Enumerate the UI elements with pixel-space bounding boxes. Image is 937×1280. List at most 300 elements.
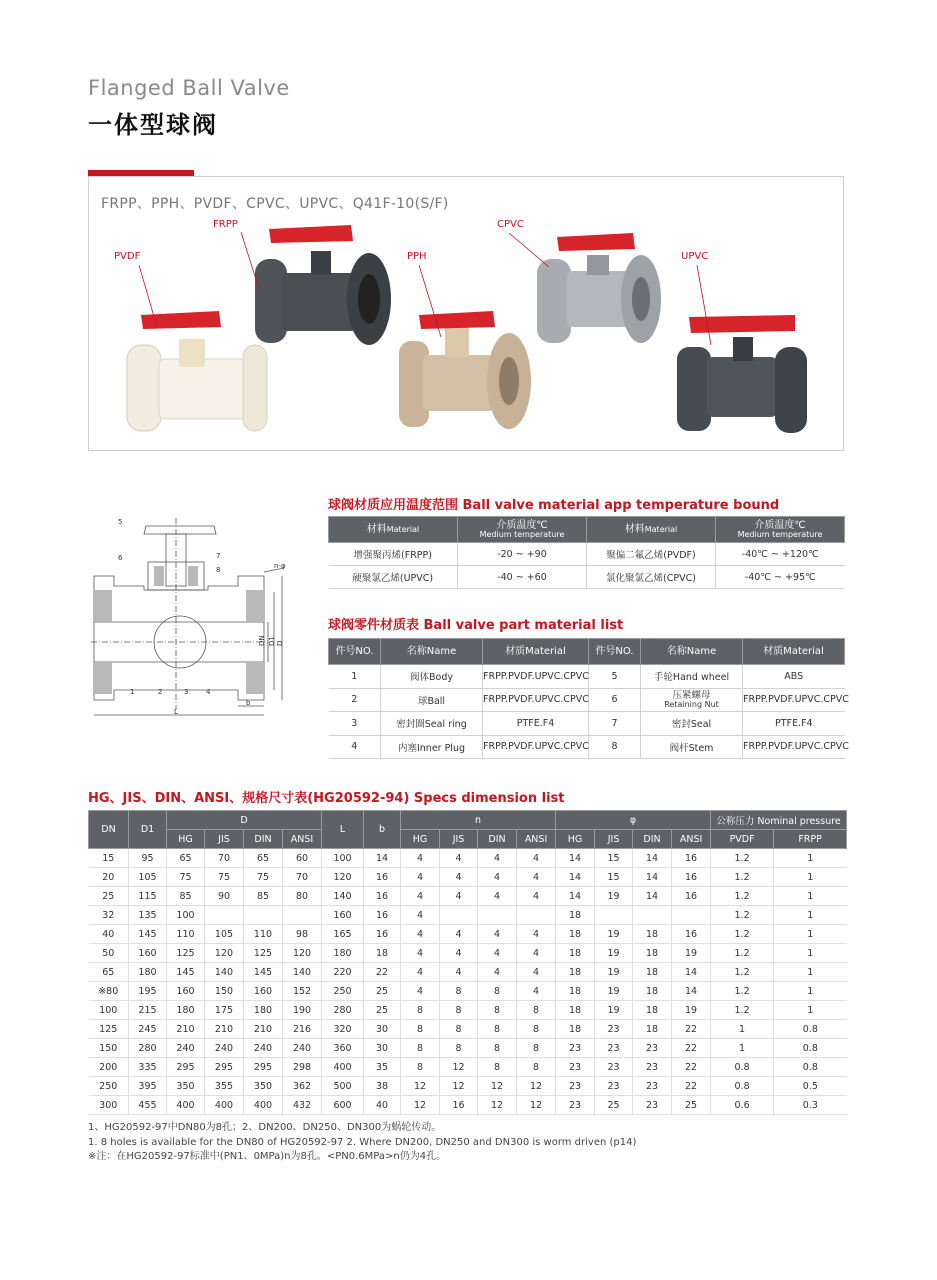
spec-cell: 280 (322, 1001, 364, 1020)
page-title-cn: 一体型球阀 (88, 111, 218, 139)
header-jis: JIS (595, 830, 633, 849)
spec-cell: 23 (595, 1058, 633, 1077)
spec-cell: 98 (283, 925, 322, 944)
spec-cell: 18 (556, 963, 595, 982)
parts-cell: 5 (589, 665, 641, 689)
spec-cell: 15 (89, 849, 129, 868)
spec-cell: 23 (595, 1077, 633, 1096)
spec-cell: 100 (167, 906, 205, 925)
spec-cell: 19 (595, 1001, 633, 1020)
spec-cell: 1.2 (711, 944, 774, 963)
spec-cell: 70 (283, 868, 322, 887)
product-photo-panel (88, 176, 844, 451)
spec-cell: 395 (129, 1077, 167, 1096)
header-din: DIN (633, 830, 672, 849)
spec-cell: 8 (440, 1001, 478, 1020)
spec-cell: 80 (283, 887, 322, 906)
spec-cell: 14 (364, 849, 401, 868)
spec-cell: 18 (556, 1001, 595, 1020)
temp-cell: -40℃ ~ +120℃ (716, 543, 845, 566)
valve-cross-section-drawing (88, 510, 298, 725)
parts-cell: PTFE.F4 (743, 712, 845, 736)
parts-cell: 3 (329, 712, 381, 736)
spec-cell: 350 (167, 1077, 205, 1096)
spec-cell (244, 906, 283, 925)
note-line: 1. 8 holes is available for the DN80 of HG20592-97 2. Where DN200, DN250 and DN300 is worm driven (p14) (88, 1136, 637, 1148)
parts-cell: 4 (329, 735, 381, 759)
spec-cell: 18 (556, 925, 595, 944)
header-d: D (167, 811, 322, 830)
spec-cell (478, 906, 517, 925)
spec-cell: 455 (129, 1096, 167, 1115)
spec-cell: 1.2 (711, 849, 774, 868)
spec-cell: 400 (244, 1096, 283, 1115)
spec-cell: 240 (167, 1039, 205, 1058)
spec-cell: 22 (672, 1058, 711, 1077)
spec-cell: 1 (711, 1039, 774, 1058)
header-material-1: 材质Material (483, 639, 589, 665)
page-title-en: Flanged Ball Valve (88, 76, 290, 100)
spec-cell: 23 (556, 1096, 595, 1115)
header-b: b (364, 811, 401, 849)
parts-cell: 7 (589, 712, 641, 736)
parts-cell (641, 688, 743, 712)
spec-cell: 14 (633, 849, 672, 868)
spec-cell: 18 (633, 1020, 672, 1039)
parts-table-title: 球阀零件材质表 Ball valve part material list (328, 618, 624, 633)
spec-cell: 23 (633, 1039, 672, 1058)
parts-table-header (329, 639, 845, 665)
header-l: L (322, 811, 364, 849)
parts-material-table (328, 638, 849, 759)
spec-cell: 18 (556, 1020, 595, 1039)
callout-n-phi: n-φ (274, 562, 286, 570)
spec-cell: 1 (774, 906, 847, 925)
spec-cell: 1.2 (711, 868, 774, 887)
spec-cell: 4 (478, 887, 517, 906)
spec-cell: 298 (283, 1058, 322, 1077)
spec-cell (283, 906, 322, 925)
spec-cell: 12 (478, 1077, 517, 1096)
spec-cell: 4 (517, 982, 556, 1001)
spec-cell: 1 (774, 963, 847, 982)
spec-cell: 4 (401, 887, 440, 906)
valve-illustrations (89, 177, 845, 452)
spec-cell: 16 (672, 868, 711, 887)
spec-cell: 15 (595, 868, 633, 887)
spec-cell: 4 (517, 944, 556, 963)
spec-cell: 30 (364, 1020, 401, 1039)
spec-cell: 18 (633, 963, 672, 982)
callout-pph: PPH (407, 251, 427, 262)
spec-cell: 360 (322, 1039, 364, 1058)
spec-cell: 105 (129, 868, 167, 887)
temperature-table (328, 516, 845, 589)
header-no-2: 件号NO. (589, 639, 641, 665)
spec-cell: 25 (364, 982, 401, 1001)
spec-cell: 280 (129, 1039, 167, 1058)
spec-cell: 250 (322, 982, 364, 1001)
header-pvdf: PVDF (711, 830, 774, 849)
spec-cell: 0.8 (711, 1077, 774, 1096)
table-row (329, 566, 845, 589)
spec-cell: 14 (556, 887, 595, 906)
spec-cell: 4 (401, 944, 440, 963)
spec-cell: 1 (774, 1001, 847, 1020)
spec-cell: 8 (478, 1001, 517, 1020)
header-temp-2: 介质温度℃ Medium temperature (716, 517, 845, 543)
table-row (89, 868, 847, 887)
spec-cell: 95 (129, 849, 167, 868)
table-row (89, 1020, 847, 1039)
spec-cell (633, 906, 672, 925)
table-row (329, 712, 845, 736)
spec-cell (205, 906, 244, 925)
spec-cell: 30 (364, 1039, 401, 1058)
spec-cell: 145 (167, 963, 205, 982)
spec-cell: 85 (167, 887, 205, 906)
header-frpp: FRPP (774, 830, 847, 849)
spec-cell: 14 (633, 868, 672, 887)
table-row (89, 887, 847, 906)
parts-cell: FRPP.PVDF.UPVC.CPVC (743, 688, 845, 712)
spec-cell: 8 (440, 1039, 478, 1058)
parts-cell: 密封Seal (641, 712, 743, 736)
spec-cell: 350 (244, 1077, 283, 1096)
spec-cell: 23 (556, 1077, 595, 1096)
spec-cell: 160 (244, 982, 283, 1001)
spec-cell: 0.8 (774, 1020, 847, 1039)
spec-cell: 215 (129, 1001, 167, 1020)
spec-cell: 8 (440, 1020, 478, 1039)
spec-cell: 0.3 (774, 1096, 847, 1115)
spec-dimension-table (88, 810, 847, 1115)
spec-cell: 18 (556, 906, 595, 925)
spec-cell: 16 (364, 887, 401, 906)
header-jis: JIS (205, 830, 244, 849)
spec-cell: 190 (283, 1001, 322, 1020)
temp-cell: 氯化聚氯乙烯(CPVC) (587, 566, 716, 589)
header-temp-1: 介质温度℃ Medium temperature (458, 517, 587, 543)
spec-cell: 175 (205, 1001, 244, 1020)
spec-cell: 50 (89, 944, 129, 963)
spec-cell: 1.2 (711, 1001, 774, 1020)
spec-cell: 4 (401, 925, 440, 944)
spec-cell: 400 (167, 1096, 205, 1115)
parts-cell: 密封圈Seal ring (381, 712, 483, 736)
spec-cell: 75 (205, 868, 244, 887)
spec-cell: 160 (167, 982, 205, 1001)
spec-cell: 14 (672, 963, 711, 982)
temp-cell: -40 ~ +60 (458, 566, 587, 589)
spec-cell: 4 (517, 925, 556, 944)
parts-cell: 内塞Inner Plug (381, 735, 483, 759)
spec-cell: 25 (672, 1096, 711, 1115)
header-ansi: ANSI (517, 830, 556, 849)
spec-cell: 125 (244, 944, 283, 963)
spec-cell: 150 (89, 1039, 129, 1058)
header-pressure: 公称压力 Nominal pressure (711, 811, 847, 830)
spec-cell: 25 (595, 1096, 633, 1115)
note-line: 1、HG20592-97中DN80为8孔；2、DN200、DN250、DN300为蜗轮传动。 (88, 1122, 442, 1133)
spec-cell: 160 (129, 944, 167, 963)
spec-header-row-2 (89, 830, 847, 849)
temp-cell: 聚偏二氟乙烯(PVDF) (587, 543, 716, 566)
spec-cell: 4 (440, 963, 478, 982)
spec-cell: 4 (478, 925, 517, 944)
callout-d: D (276, 640, 284, 646)
spec-cell: 100 (322, 849, 364, 868)
spec-cell: 1 (774, 868, 847, 887)
spec-cell: 25 (89, 887, 129, 906)
table-row (89, 982, 847, 1001)
parts-cell: PTFE.F4 (483, 712, 589, 736)
spec-cell: 16 (364, 906, 401, 925)
spec-cell: 14 (672, 982, 711, 1001)
spec-cell: 16 (364, 868, 401, 887)
spec-cell: 18 (364, 944, 401, 963)
spec-cell: 8 (401, 1020, 440, 1039)
spec-cell: 295 (244, 1058, 283, 1077)
spec-cell: 4 (440, 868, 478, 887)
spec-cell: 15 (595, 849, 633, 868)
header-material-1: 材料Material (329, 517, 458, 543)
frpp-valve-image (255, 225, 391, 345)
spec-cell: 18 (556, 944, 595, 963)
spec-cell: 19 (672, 944, 711, 963)
table-row (89, 1039, 847, 1058)
spec-cell: 125 (167, 944, 205, 963)
table-row (329, 665, 845, 689)
spec-cell: 22 (672, 1039, 711, 1058)
spec-cell: 210 (244, 1020, 283, 1039)
spec-cell: 4 (440, 944, 478, 963)
spec-cell: 140 (205, 963, 244, 982)
spec-cell: 16 (672, 849, 711, 868)
temp-table-title: 球阀材质应用温度范围 Ball valve material app temperature bound (328, 498, 780, 513)
header-din: DIN (244, 830, 283, 849)
spec-cell: 1 (774, 944, 847, 963)
table-row (89, 1077, 847, 1096)
spec-cell: 70 (205, 849, 244, 868)
callout-l: L (174, 708, 178, 716)
spec-cell: 12 (401, 1096, 440, 1115)
spec-cell: 23 (633, 1077, 672, 1096)
parts-cell: 球Ball (381, 688, 483, 712)
spec-cell: 245 (129, 1020, 167, 1039)
spec-cell: 19 (595, 887, 633, 906)
spec-cell: 12 (401, 1077, 440, 1096)
spec-cell: 4 (440, 925, 478, 944)
spec-cell: 115 (129, 887, 167, 906)
spec-cell: ※80 (89, 982, 129, 1001)
parts-cell: 阀体Body (381, 665, 483, 689)
spec-cell: 4 (401, 868, 440, 887)
spec-cell: 8 (478, 1020, 517, 1039)
spec-cell: 4 (478, 944, 517, 963)
table-row (89, 1096, 847, 1115)
spec-cell: 8 (517, 1020, 556, 1039)
callout-cpvc: CPVC (497, 219, 524, 230)
parts-cell: 8 (589, 735, 641, 759)
spec-cell: 400 (205, 1096, 244, 1115)
spec-cell: 180 (244, 1001, 283, 1020)
spec-table-title: HG、JIS、DIN、ANSI、规格尺寸表(HG20592-94) Specs dimension list (88, 791, 565, 806)
callout-7: 7 (216, 552, 221, 560)
spec-cell: 23 (633, 1096, 672, 1115)
spec-cell: 65 (244, 849, 283, 868)
spec-cell: 12 (478, 1096, 517, 1115)
spec-cell: 40 (89, 925, 129, 944)
spec-cell: 135 (129, 906, 167, 925)
table-row (89, 1058, 847, 1077)
pvdf-valve-image (127, 311, 267, 431)
spec-cell: 180 (167, 1001, 205, 1020)
spec-cell: 1 (711, 1020, 774, 1039)
spec-cell: 145 (129, 925, 167, 944)
spec-cell: 14 (556, 868, 595, 887)
spec-cell: 8 (517, 1039, 556, 1058)
spec-cell: 145 (244, 963, 283, 982)
callout-dn: DN (258, 635, 266, 646)
table-row (329, 688, 845, 712)
table-row (89, 963, 847, 982)
spec-cell: 4 (478, 868, 517, 887)
spec-cell: 19 (672, 1001, 711, 1020)
spec-cell: 8 (517, 1058, 556, 1077)
spec-cell: 4 (517, 868, 556, 887)
spec-cell: 8 (478, 1039, 517, 1058)
spec-cell: 20 (89, 868, 129, 887)
spec-cell: 4 (517, 849, 556, 868)
table-row (89, 1001, 847, 1020)
temp-cell: -20 ~ +90 (458, 543, 587, 566)
spec-cell: 12 (440, 1077, 478, 1096)
callout-pvdf: PVDF (114, 251, 141, 262)
spec-cell: 362 (283, 1077, 322, 1096)
header-material-2: 材料Material (587, 517, 716, 543)
spec-cell: 4 (517, 963, 556, 982)
spec-cell: 400 (322, 1058, 364, 1077)
spec-cell: 60 (283, 849, 322, 868)
spec-cell: 355 (205, 1077, 244, 1096)
header-phi: φ (556, 811, 711, 830)
spec-cell: 4 (401, 906, 440, 925)
spec-cell: 65 (89, 963, 129, 982)
spec-cell: 4 (478, 963, 517, 982)
temp-table-header (329, 517, 845, 543)
spec-cell: 18 (556, 982, 595, 1001)
spec-cell: 0.8 (774, 1058, 847, 1077)
parts-cell: FRPP.PVDF.UPVC.CPVC (483, 735, 589, 759)
spec-cell: 4 (440, 849, 478, 868)
spec-cell: 250 (89, 1077, 129, 1096)
spec-cell: 180 (129, 963, 167, 982)
spec-cell: 4 (440, 887, 478, 906)
spec-cell: 23 (595, 1039, 633, 1058)
spec-cell (517, 906, 556, 925)
header-din: DIN (478, 830, 517, 849)
spec-cell: 0.6 (711, 1096, 774, 1115)
spec-cell: 75 (244, 868, 283, 887)
spec-cell: 23 (633, 1058, 672, 1077)
spec-cell: 12 (517, 1096, 556, 1115)
spec-cell: 0.5 (774, 1077, 847, 1096)
spec-cell: 90 (205, 887, 244, 906)
header-ansi: ANSI (283, 830, 322, 849)
spec-cell: 220 (322, 963, 364, 982)
spec-cell: 140 (322, 887, 364, 906)
spec-cell: 18 (633, 925, 672, 944)
spec-cell: 1 (774, 849, 847, 868)
header-name-2: 名称Name (641, 639, 743, 665)
cpvc-valve-image (537, 233, 661, 343)
spec-cell: 19 (595, 944, 633, 963)
spec-cell: 8 (401, 1058, 440, 1077)
parts-cell: 2 (329, 688, 381, 712)
spec-cell: 16 (364, 925, 401, 944)
temp-cell: -40℃ ~ +95℃ (716, 566, 845, 589)
callout-frpp: FRPP (213, 219, 238, 230)
header-jis: JIS (440, 830, 478, 849)
spec-cell: 240 (205, 1039, 244, 1058)
spec-cell: 8 (401, 1001, 440, 1020)
spec-cell: 8 (478, 982, 517, 1001)
spec-cell: 19 (595, 963, 633, 982)
spec-cell: 216 (283, 1020, 322, 1039)
parts-cell: FRPP.PVDF.UPVC.CPVC (743, 735, 845, 759)
spec-cell: 16 (672, 887, 711, 906)
spec-cell: 1.2 (711, 982, 774, 1001)
spec-cell: 22 (672, 1077, 711, 1096)
spec-cell: 8 (478, 1058, 517, 1077)
note-line: ※注：在HG20592-97标准中(PN1、0MPa)n为8孔。<PN0.6MPa>n仍为4孔。 (88, 1151, 447, 1162)
callout-3: 3 (184, 688, 189, 696)
spec-cell: 140 (283, 963, 322, 982)
header-dn: DN (89, 811, 129, 849)
spec-cell: 4 (401, 849, 440, 868)
spec-cell (440, 906, 478, 925)
spec-cell: 120 (205, 944, 244, 963)
spec-cell: 18 (633, 1001, 672, 1020)
spec-cell: 22 (364, 963, 401, 982)
spec-cell: 23 (556, 1058, 595, 1077)
part-name-en: Retaining Nut (664, 699, 719, 709)
spec-cell: 105 (205, 925, 244, 944)
table-row (89, 944, 847, 963)
spec-cell: 25 (364, 1001, 401, 1020)
upvc-valve-image (677, 315, 807, 433)
spec-cell: 8 (517, 1001, 556, 1020)
spec-cell: 19 (595, 925, 633, 944)
spec-cell: 1.2 (711, 906, 774, 925)
spec-cell: 14 (633, 887, 672, 906)
parts-cell: 阀杆Stem (641, 735, 743, 759)
header-hg: HG (556, 830, 595, 849)
spec-cell: 12 (517, 1077, 556, 1096)
spec-cell: 100 (89, 1001, 129, 1020)
spec-cell: 160 (322, 906, 364, 925)
header-material-2: 材质Material (743, 639, 845, 665)
spec-cell: 335 (129, 1058, 167, 1077)
parts-cell: FRPP.PVDF.UPVC.CPVC (483, 688, 589, 712)
spec-cell: 18 (633, 982, 672, 1001)
spec-cell: 180 (322, 944, 364, 963)
model-list: FRPP、PPH、PVDF、CPVC、UPVC、Q41F-10(S/F) (101, 196, 449, 212)
spec-cell: 23 (556, 1039, 595, 1058)
table-row (329, 735, 845, 759)
spec-cell: 125 (89, 1020, 129, 1039)
